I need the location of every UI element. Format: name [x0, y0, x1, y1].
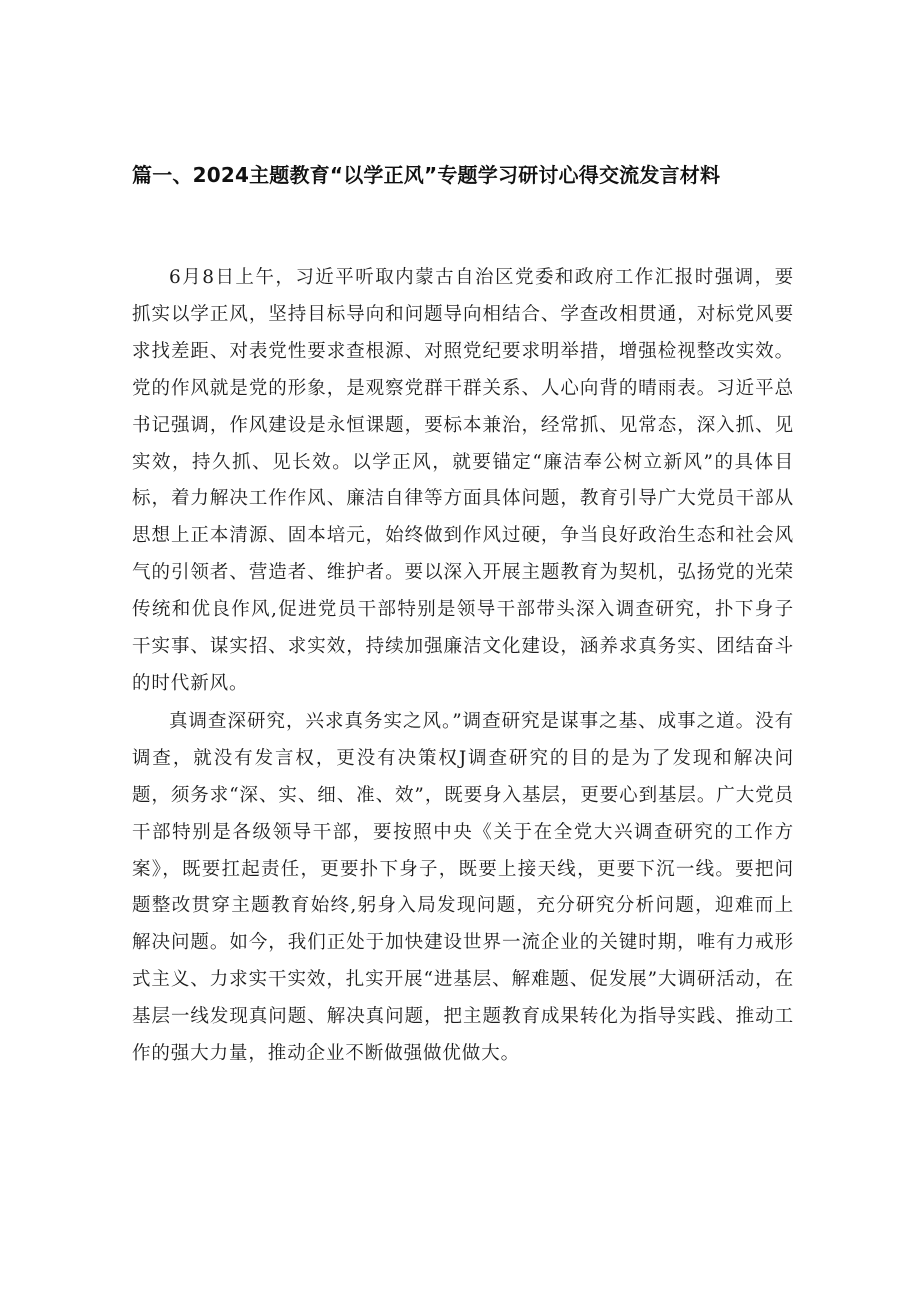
paragraph-1: 6月8日上午，习近平听取内蒙古自治区党委和政府工作汇报时强调，要抓实以学正风，坚持目标导向和问题导向相结合、学查改相贯通，对标党风要求找差距、对表党性要求查根源、对照党纪要求明举措，增强检视整改实效。党的作风就是党的形象，是观察党群干群关系、人心向背的晴雨表。习近平总书记强调，作风建设是永恒课题，要标本兼治，经常抓、见常态，深入抓、见实效，持久抓、见长效。以学正风，就要锚定“廉洁奉公树立新风”的具体目标，着力解决工作作风、廉洁自律等方面具体问题，教育引导广大党员干部从思想上正本清源、固本培元，始终做到作风过硬，争当良好政治生态和社会风气的引领者、营造者、维护者。要以深入开展主题教育为契机，弘扬党的光荣传统和优良作风,促进党员干部特别是领导干部带头深入调查研究，扑下身子干实事、谋实招、求实效，持续加强廉洁文化建设，涵养求真务实、团结奋斗的时代新风。 [132, 267, 794, 694]
document-title: 篇一、2024主题教育“以学正风”专题学习研讨心得交流发言材料 [132, 163, 721, 187]
paragraph-2: 真调查深研究，兴求真务实之风。”调查研究是谋事之基、成事之道。没有调查，就没有发言权，更没有决策权J调查研究的目的是为了发现和解决问题，须务求“深、实、细、准、效”，既要身入基层，更要心到基层。广大党员干部特别是各级领导干部，要按照中央《关于在全党大兴调查研究的工作方案》，既要扛起责任，更要扑下身子，既要上接天线，更要下沉一线。要把问题整改贯穿主题教育始终,躬身入局发现问题，充分研究分析问题，迎难而上解决问题。如今，我们正处于加快建设世界一流企业的关键时期，唯有力戒形式主义、力求实干实效，扎实开展“进基层、解难题、促发展”大调研活动，在基层一线发现真问题、解决真问题，把主题教育成果转化为指导实践、推动工作的强大力量，推动企业不断做强做优做大。 [132, 710, 794, 1065]
document-body [132, 260, 794, 1073]
